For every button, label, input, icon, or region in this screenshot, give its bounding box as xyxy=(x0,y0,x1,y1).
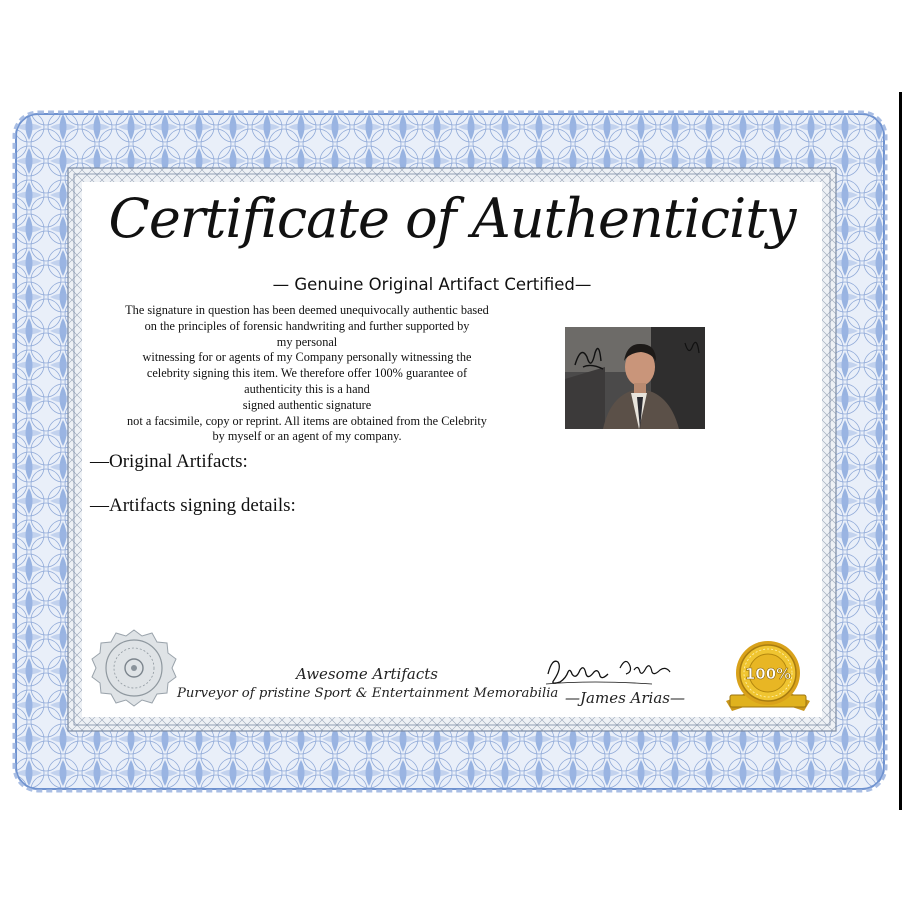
guarantee-seal-icon xyxy=(722,639,814,719)
certificate-content xyxy=(82,182,822,717)
embossed-seal-icon xyxy=(90,624,178,712)
page-edge-line xyxy=(899,92,902,810)
statement-line: my personal xyxy=(276,334,338,349)
seal-percentage: 100% xyxy=(744,665,792,683)
statement-line: authenticity this is a hand xyxy=(244,381,370,396)
statement-line: witnessing for or agents of my Company personally witnessing the xyxy=(142,350,472,365)
statement-line: The signature in question has been deemed unequivocally authentic based xyxy=(125,303,489,317)
handwritten-signature xyxy=(542,654,682,686)
statement-line: on the principles of forensic handwriting and further supported by xyxy=(144,318,470,333)
statement-line: not a facsimile, copy or reprint. All items are obtained from the Celebrity xyxy=(127,413,487,428)
company-block xyxy=(177,664,557,704)
company-tagline: Purveyor of pristine Sport & Entertainment Memorabilia xyxy=(177,686,559,701)
certificate-title: Certificate of Authenticity xyxy=(108,187,796,250)
company-name: Awesome Artifacts xyxy=(296,665,438,683)
signed-photo xyxy=(565,327,705,429)
certificate xyxy=(12,110,888,793)
signer-name: —James Arias— xyxy=(565,689,685,707)
authenticity-statement xyxy=(92,303,522,445)
original-artifacts-label: —Original Artifacts: xyxy=(90,451,248,472)
certificate-subtitle: — Genuine Original Artifact Certified— xyxy=(272,275,592,294)
signing-details-label: —Artifacts signing details: xyxy=(90,495,296,516)
statement-line: by myself or an agent of my company. xyxy=(212,429,402,444)
statement-line: celebrity signing this item. We therefore offer 100% guarantee of xyxy=(146,366,468,381)
statement-line: signed authentic signature xyxy=(242,397,372,412)
